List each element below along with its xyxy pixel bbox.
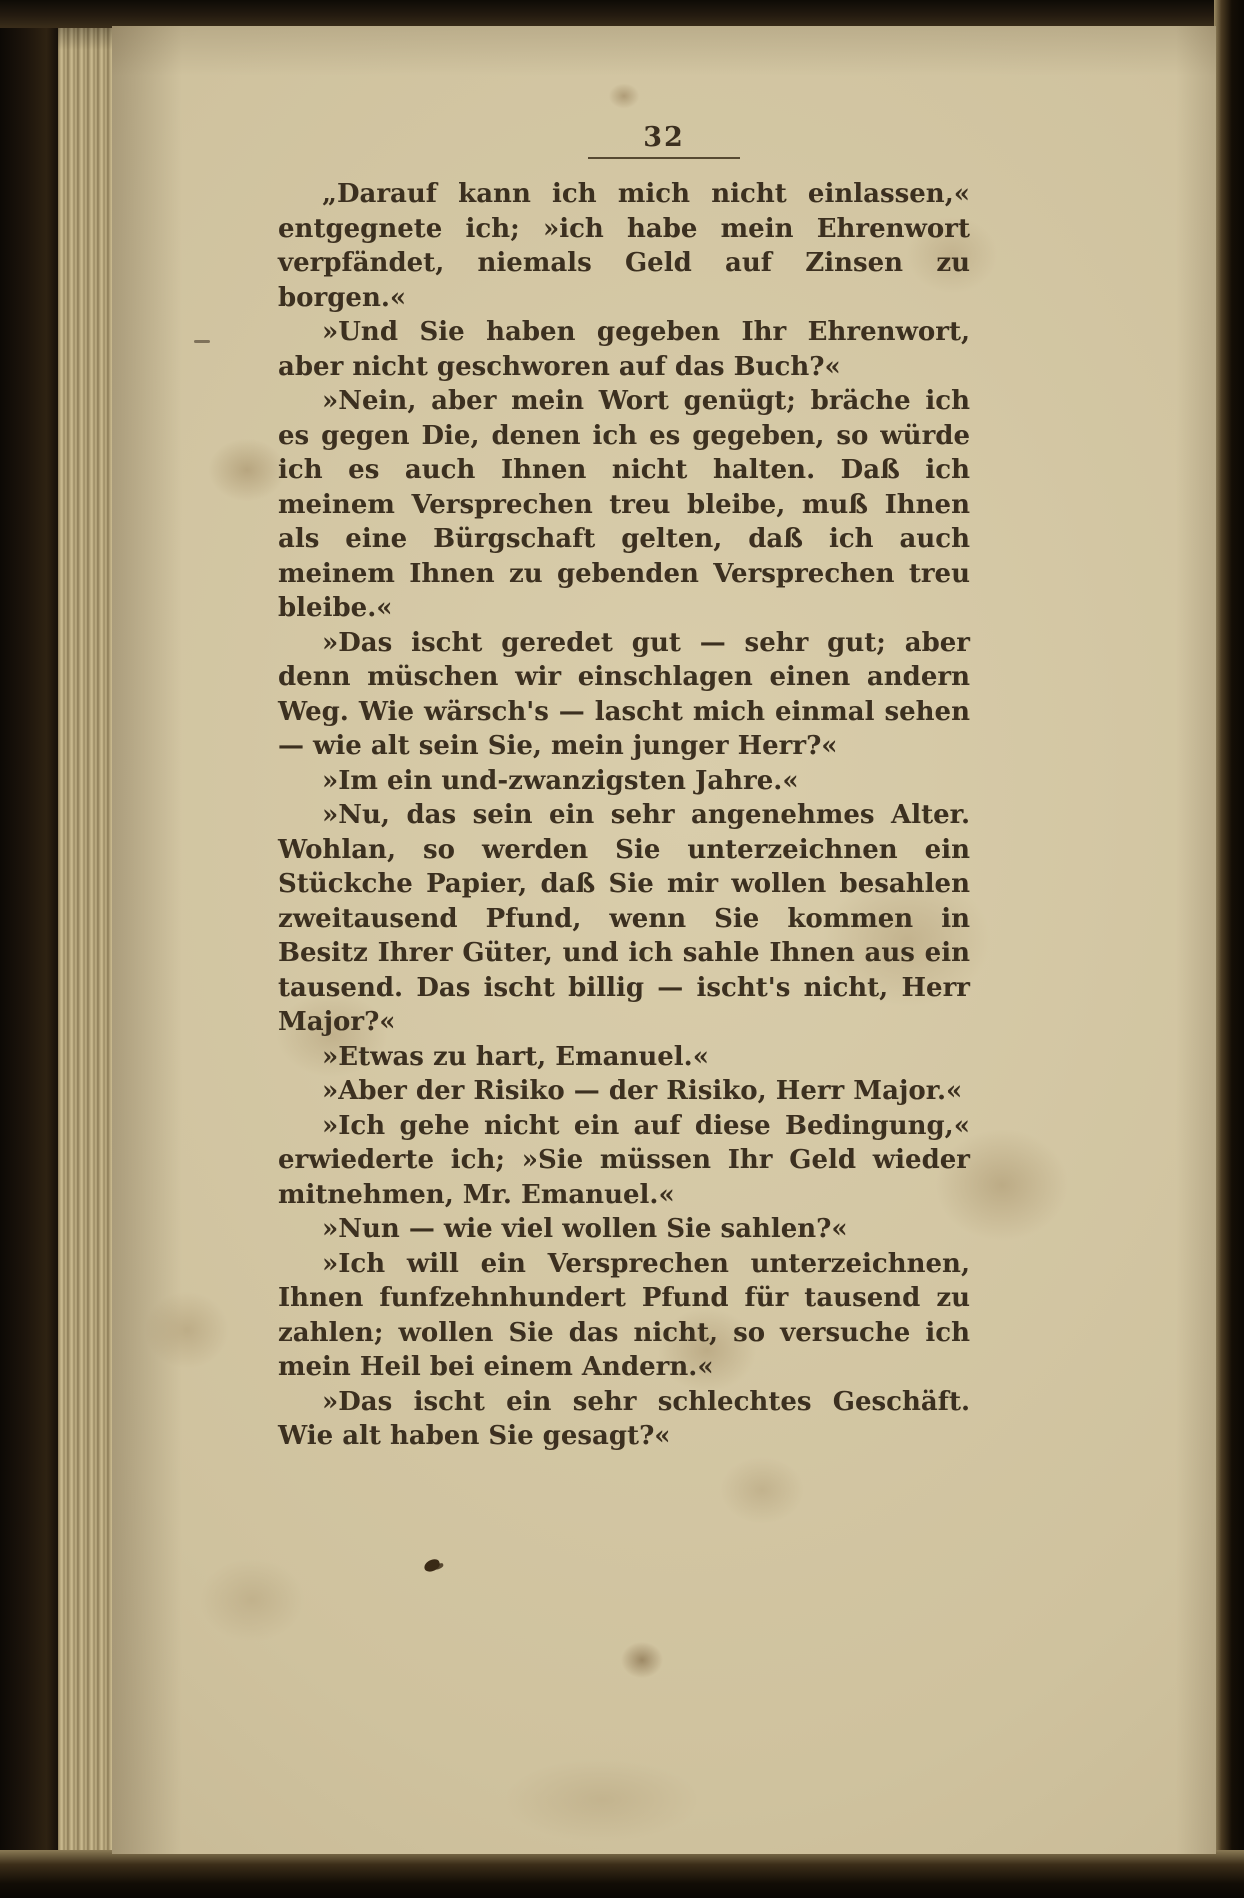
book-cover-left bbox=[0, 0, 58, 1898]
page-header bbox=[112, 122, 1216, 159]
paragraph: „Darauf kann ich mich nicht einlassen,« entgegnete ich; »ich habe mein Ehrenwort verpfändet, niemals Geld auf Zinsen zu borgen.« bbox=[278, 179, 970, 313]
book-cover-right-edge bbox=[1214, 0, 1244, 1898]
paragraph: »Nun — wie viel wollen Sie sahlen?« bbox=[322, 1214, 848, 1244]
page-number: 32 bbox=[643, 122, 685, 153]
paragraph: »Nu, das sein ein sehr angenehmes Alter. Wohlan, so werden Sie unterzeichnen ein Stückche Papier, daß Sie mir wollen besahlen zweitausend Pfund, wenn Sie kommen in Besitz Ihrer Güter, und ich sahle Ihnen aus ein tausend. Das ischt billig — ischt's nicht, Herr Major?« bbox=[278, 800, 970, 1037]
book-cover-bottom-edge bbox=[0, 1850, 1244, 1898]
ink-blot-mark bbox=[423, 1558, 442, 1573]
paragraph: »Das ischt ein sehr schlechtes Geschäft. Wie alt haben Sie gesagt?« bbox=[278, 1386, 970, 1451]
paragraph: »Etwas zu hart, Emanuel.« bbox=[322, 1041, 709, 1072]
pencil-mark bbox=[194, 340, 210, 343]
paragraph: »Im ein und-zwanzigsten Jahre.« bbox=[322, 765, 799, 796]
paragraph: »Das ischt geredet gut — sehr gut; aber denn müschen wir einschlagen einen andern Weg. Wie wärsch's — lascht mich einmal sehen — wie alt sein Sie, mein junger Herr?« bbox=[278, 627, 970, 761]
paragraph: »Aber der Risiko — der Risiko, Herr Major.« bbox=[322, 1076, 963, 1106]
book-cover-top-edge bbox=[0, 0, 1244, 28]
paragraph: »Ich gehe nicht ein auf diese Bedingung,« erwiederte ich; »Sie müssen Ihr Geld wieder mitnehmen, Mr. Emanuel.« bbox=[278, 1110, 970, 1210]
page-edges bbox=[58, 10, 114, 1898]
paragraph: »Nein, aber mein Wort genügt; bräche ich es gegen Die, denen ich es gegeben, so würde ich es auch Ihnen nicht halten. Daß ich meinem Versprechen treu bleibe, muß Ihnen als eine Bürgschaft gelten, daß ich auch meinem Ihnen zu gebenden Versprechen treu bleibe.« bbox=[278, 386, 970, 623]
page-number-rule bbox=[588, 157, 740, 159]
paragraph: »Ich will ein Versprechen unterzeichnen, Ihnen funfzehnhundert Pfund für tausend zu zahlen; wollen Sie das nicht, so versuche ich mein Heil bei einem Andern.« bbox=[278, 1248, 970, 1382]
paragraph: »Und Sie haben gegeben Ihr Ehrenwort, aber nicht geschworen auf das Buch?« bbox=[278, 317, 970, 382]
page-text bbox=[278, 177, 970, 1454]
book-page bbox=[112, 26, 1216, 1854]
